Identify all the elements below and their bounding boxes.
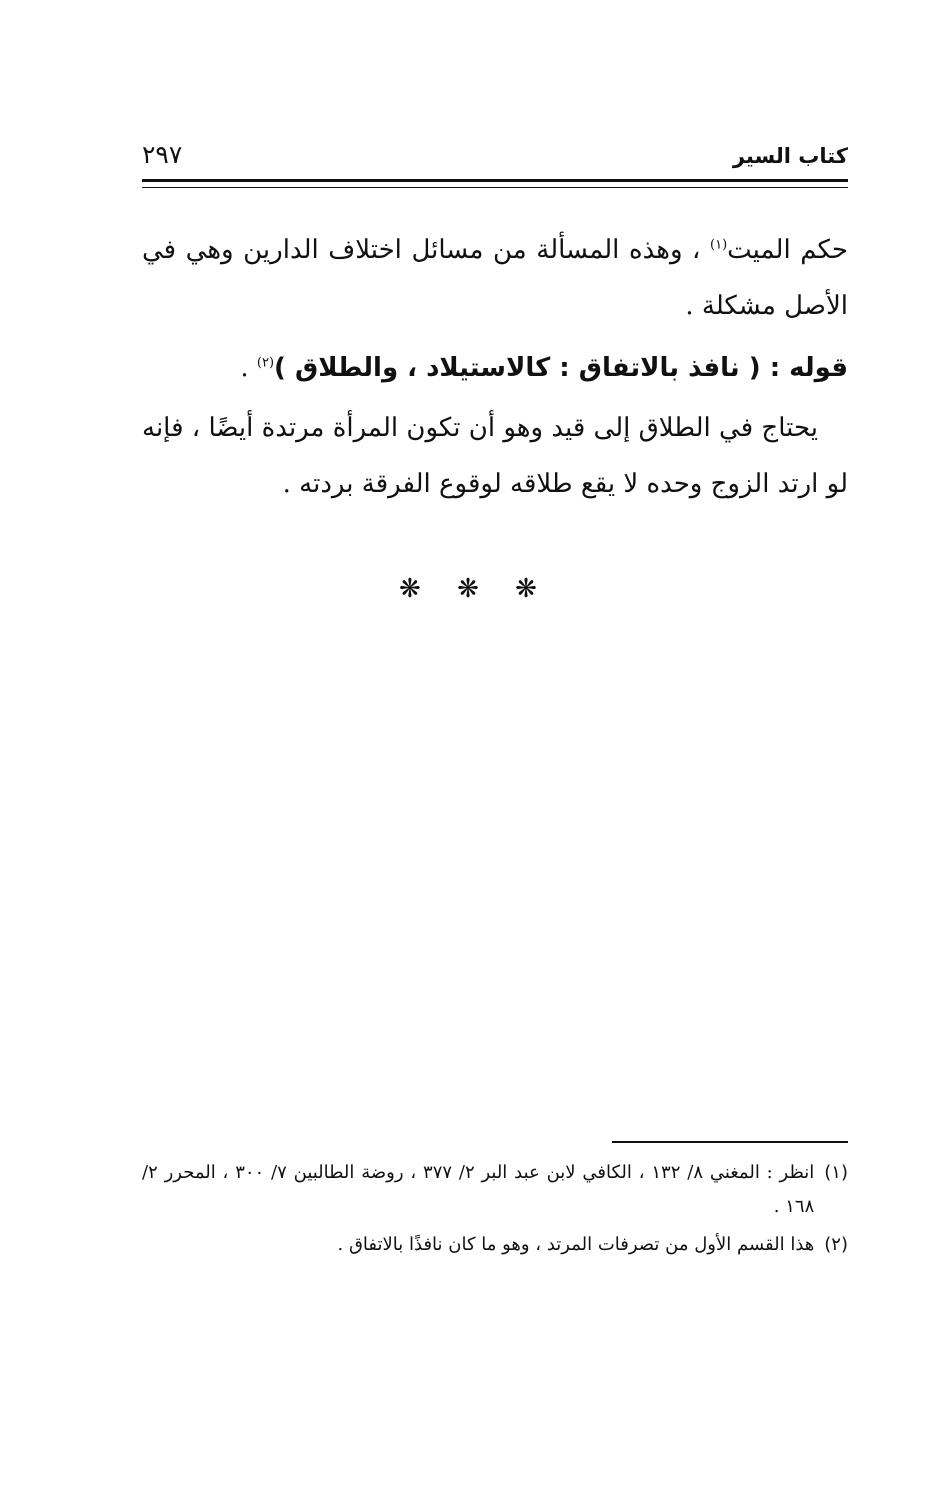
footnote-text: هذا القسم الأول من تصرفات المرتد ، وهو ما كان نافذًا بالاتفاق .: [337, 1234, 815, 1255]
footnote-2: [142, 1228, 848, 1262]
footnote-rule: [612, 1141, 848, 1143]
footnote-ref-1: (١): [710, 237, 728, 253]
footnote-ref-2: (٢): [256, 355, 275, 371]
main-text: [142, 222, 848, 512]
paragraph-1-start: حكم الميت: [727, 235, 848, 265]
running-title: كتاب السير: [732, 144, 848, 168]
footnote-number: (١): [824, 1162, 848, 1183]
header-rule-thin: [142, 187, 848, 188]
footnote-text: انظر : المغني ٨/ ١٣٢ ، الكافي لابن عبد البر ٢/ ٣٧٧ ، روضة الطالبين ٧/ ٣٠٠ ، المحرر ٢/ ١٦٨ .: [142, 1162, 815, 1217]
quote-label: قوله :: [760, 353, 848, 383]
page-number: ٢٩٧: [142, 140, 183, 169]
paragraph-1-end: ، وهذه المسألة من مسائل اختلاف الدارين وهي في الأصل مشكلة .: [142, 235, 848, 321]
page-header: [142, 138, 848, 178]
section-separator-stars: ❋ ❋ ❋: [399, 574, 551, 604]
header-rule-thick: [142, 179, 848, 182]
footnote-1: [142, 1156, 848, 1224]
paragraph-2-quote: [142, 340, 848, 396]
quote-end: .: [240, 353, 257, 383]
footnote-number: (٢): [824, 1234, 848, 1255]
paragraph-3: يحتاج في الطلاق إلى قيد وهو أن تكون المرأة مرتدة أيضًا ، فإنه لو ارتد الزوج وحده لا يقع طلاقه لوقوع الفرقة بردته .: [142, 413, 848, 499]
quote-text: ( نافذ بالاتفاق : كالاستيلاد ، والطلاق ): [274, 353, 761, 383]
footnotes: [142, 1156, 848, 1266]
paragraph-1: [142, 222, 848, 334]
